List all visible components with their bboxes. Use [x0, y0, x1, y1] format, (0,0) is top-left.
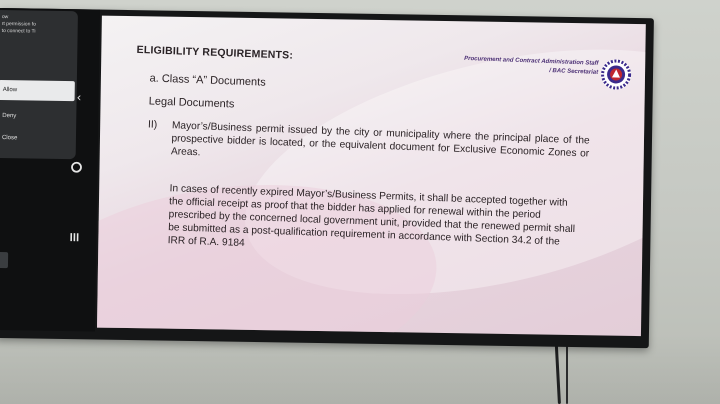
allow-button[interactable]: Allow: [0, 80, 75, 101]
android-overlay-strip: [0, 8, 100, 332]
item-number: II): [147, 118, 158, 131]
close-button[interactable]: Close: [1, 135, 18, 142]
circle-icon[interactable]: [70, 161, 82, 175]
mini-widget: [0, 252, 8, 268]
slide-heading: ELIGIBILITY REQUIREMENTS:: [136, 43, 294, 62]
recent-apps-icon[interactable]: [68, 231, 80, 245]
deny-button[interactable]: Deny: [2, 113, 17, 120]
chevron-left-icon[interactable]: ‹: [76, 90, 82, 105]
org-name-line1: Procurement and Contract Administration Staff: [464, 55, 599, 67]
legal-documents-heading: Legal Documents: [148, 95, 235, 111]
requirement-paragraph: Mayor’s/Business permit issued by the city or municipality where the principal place of the prospective bidder is located, or the equivalent document for Exclusive Economic Zones or Areas.: [170, 120, 590, 160]
class-a-subheading: a. Class “A” Documents: [149, 72, 266, 89]
org-name: [388, 52, 599, 78]
slide-content: [97, 16, 646, 337]
bac-logo-icon: [600, 58, 633, 91]
permission-popup: [0, 10, 78, 159]
television: [0, 8, 654, 348]
popup-title: ow rt permission fo to connect to Ti: [1, 14, 36, 35]
org-name-line2: / BAC Secretariat: [549, 68, 599, 76]
presentation-slide: [97, 16, 646, 337]
expired-permit-paragraph: In cases of recently expired Mayor’s/Business Permits, it shall be accepted together with the official receipt as proof that the bidder has applied for renewal within the period prescribed by the concerned local government unit, provided that the renewed permit shall be submitted as a post-qualification requirement in accordance with Section 34.2 of the IRR of R.A. 9184: [167, 183, 576, 249]
